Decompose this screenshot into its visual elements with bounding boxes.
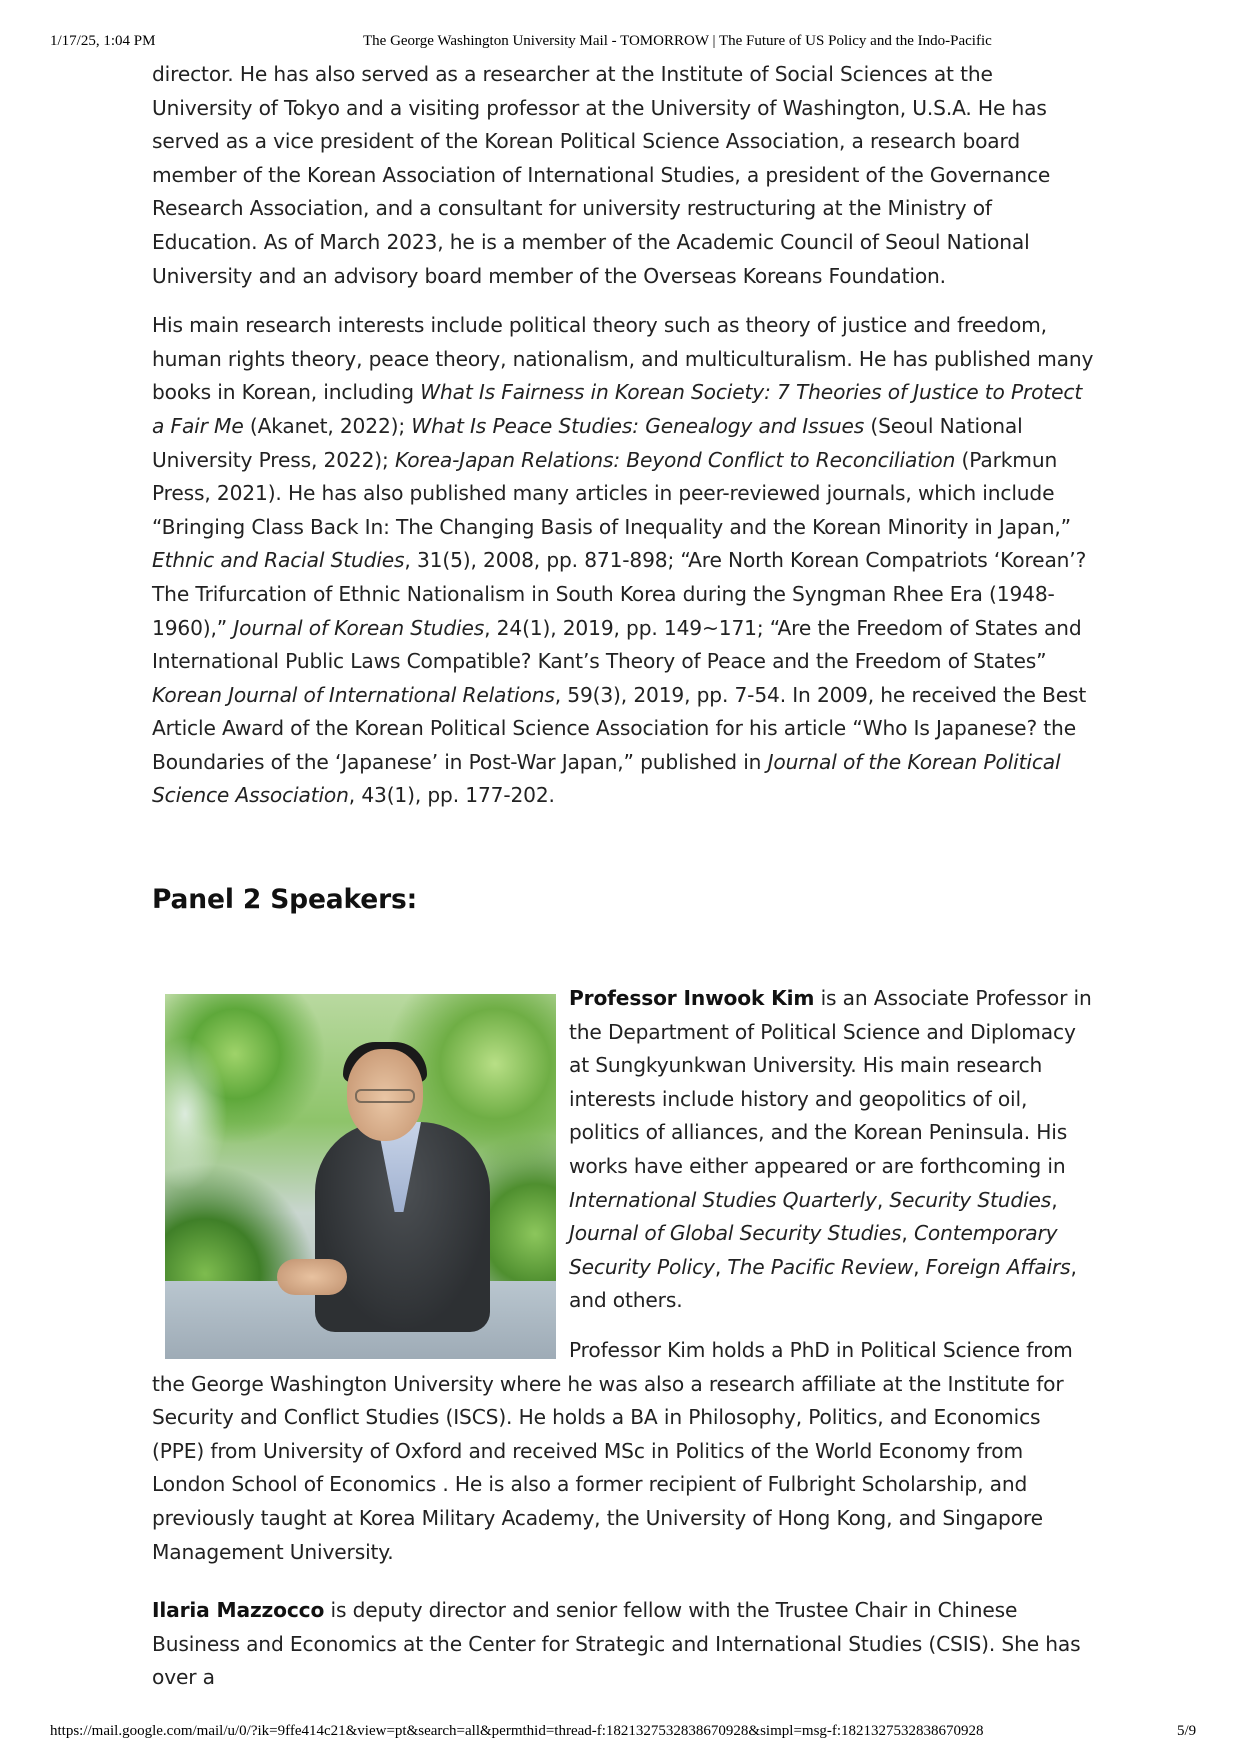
separator: , <box>714 1254 728 1279</box>
book-title: What Is Fairness in Korean Society: 7 Theories of Justice to Protect a Fair Me <box>152 380 1083 438</box>
research-paragraph <box>152 309 1096 813</box>
page-number: 5/9 <box>1177 1723 1197 1739</box>
text-run: His main research interests include political theory such as theory of justice and freedom, human rights theory, peace theory, nationalism, and multiculturalism. He has published many books in Korean, including <box>152 313 1094 405</box>
text-run: (Akanet, 2022); <box>243 413 412 438</box>
journal-title: Journal of Korean Studies <box>233 615 485 640</box>
print-timestamp: 1/17/25, 1:04 PM <box>50 33 156 49</box>
kim-paragraph-2: Professor Kim holds a PhD in Political Science from the George Washington University where he was also a research affiliate at the Institute for Security and Conflict Studies (ISCS). He holds a BA in Philosophy, Politics, and Economics (PPE) from University of Oxford and received MSc in Politics of the World Economy from London School of Economics . He is also a former recipient of Fulbright Scholarship, and previously taught at Korea Military Academy, the University of Hong Kong, and Singapore Management University. <box>152 1337 1073 1564</box>
journal-title: Ethnic and Racial Studies <box>152 548 405 573</box>
print-title: The George Washington University Mail - TOMORROW | The Future of US Policy and the Indo-Pacific <box>363 33 992 49</box>
panel-2-heading: Panel 2 Speakers: <box>152 884 418 915</box>
journal-title: International Studies Quarterly <box>569 1187 877 1212</box>
speaker-name: Ilaria Mazzocco <box>152 1598 325 1622</box>
photo-hands <box>277 1259 347 1295</box>
journal-title: Foreign Affairs <box>925 1254 1071 1279</box>
speaker-bio-mazzocco <box>152 1594 1096 1695</box>
print-header <box>0 33 1240 53</box>
separator: , <box>1051 1187 1058 1212</box>
journal-title: Journal of the Korean Political Science Association <box>152 749 1061 808</box>
book-title: Korea-Japan Relations: Beyond Conflict to Reconciliation <box>394 447 956 472</box>
text-run: , 59(3), 2019, pp. 7-54. In 2009, he received the Best Article Award of the Korean Political Science Association for his article “Who Is Japanese? the Boundaries of the ‘Japanese’ in Post-War Japan,” published in <box>152 682 1087 774</box>
text-run: , 31(5), 2008, pp. 871-898; “Are North Korean Compatriots ‘Korean’? The Trifurcation of Ethnic Nationalism in South Korea during the Syngman Rhee Era (1948-1960),” <box>152 548 1087 640</box>
text-run: is deputy director and senior fellow with the Trustee Chair in Chinese Business and Economics at the Center for Strategic and International Studies (CSIS). She has over a <box>152 1598 1081 1690</box>
print-url: https://mail.google.com/mail/u/0/?ik=9ffe414c21&view=pt&search=all&permthid=thread-f:1821327532838670928&simpl=msg-f:1821327532838670928 <box>50 1723 984 1739</box>
text-run: (Parkmun Press, 2021). He has also published many articles in peer-reviewed journals, which include “Bringing Class Back In: The Changing Basis of Inequality and the Korean Minority in Japan,” <box>152 447 1071 539</box>
text-run: , 24(1), 2019, pp. 149~171; “Are the Freedom of States and International Public Laws Compatible? Kant’s Theory of Peace and the Freedom of States” <box>152 615 1082 674</box>
print-footer <box>0 1723 1240 1743</box>
journal-title: The Pacific Review <box>727 1254 914 1279</box>
book-title: What Is Peace Studies: Genealogy and Issues <box>411 413 865 438</box>
text-run: (Seoul National University Press, 2022); <box>152 413 1023 472</box>
speaker-photo <box>165 994 556 1359</box>
separator: , <box>876 1187 890 1212</box>
bio-paragraph: director. He has also served as a researcher at the Institute of Social Sciences at the University of Tokyo and a visiting professor at the University of Washington, U.S.A. He has served as a vice president of the Korean Political Science Association, a research board member of the Korean Association of International Studies, a president of the Governance Research Association, and a consultant for university restructuring at the Ministry of Education. As of March 2023, he is a member of the Academic Council of Seoul National University and an advisory board member of the Overseas Koreans Foundation. <box>152 62 1051 288</box>
journal-title: Journal of Global Security Studies <box>569 1221 902 1246</box>
journal-title: Security Studies <box>889 1187 1052 1212</box>
separator: , <box>913 1254 926 1279</box>
text-run: , and others. <box>569 1254 1077 1313</box>
photo-glasses <box>355 1089 415 1103</box>
text-run: , 43(1), pp. 177-202. <box>348 783 555 808</box>
text-run: is an Associate Professor in the Department of Political Science and Diplomacy at Sungkyunkwan University. His main research interests include history and geopolitics of oil, politics of alliances, and the Korean Peninsula. His works have either appeared or are forthcoming in <box>569 986 1092 1178</box>
journal-title: Korean Journal of International Relations <box>152 682 555 707</box>
journal-title: Contemporary Security Policy <box>569 1221 1058 1279</box>
speaker-name: Professor Inwook Kim <box>569 986 815 1010</box>
email-body <box>152 58 1096 1690</box>
separator: , <box>901 1221 914 1246</box>
speaker-bio-kim <box>152 982 1096 1585</box>
